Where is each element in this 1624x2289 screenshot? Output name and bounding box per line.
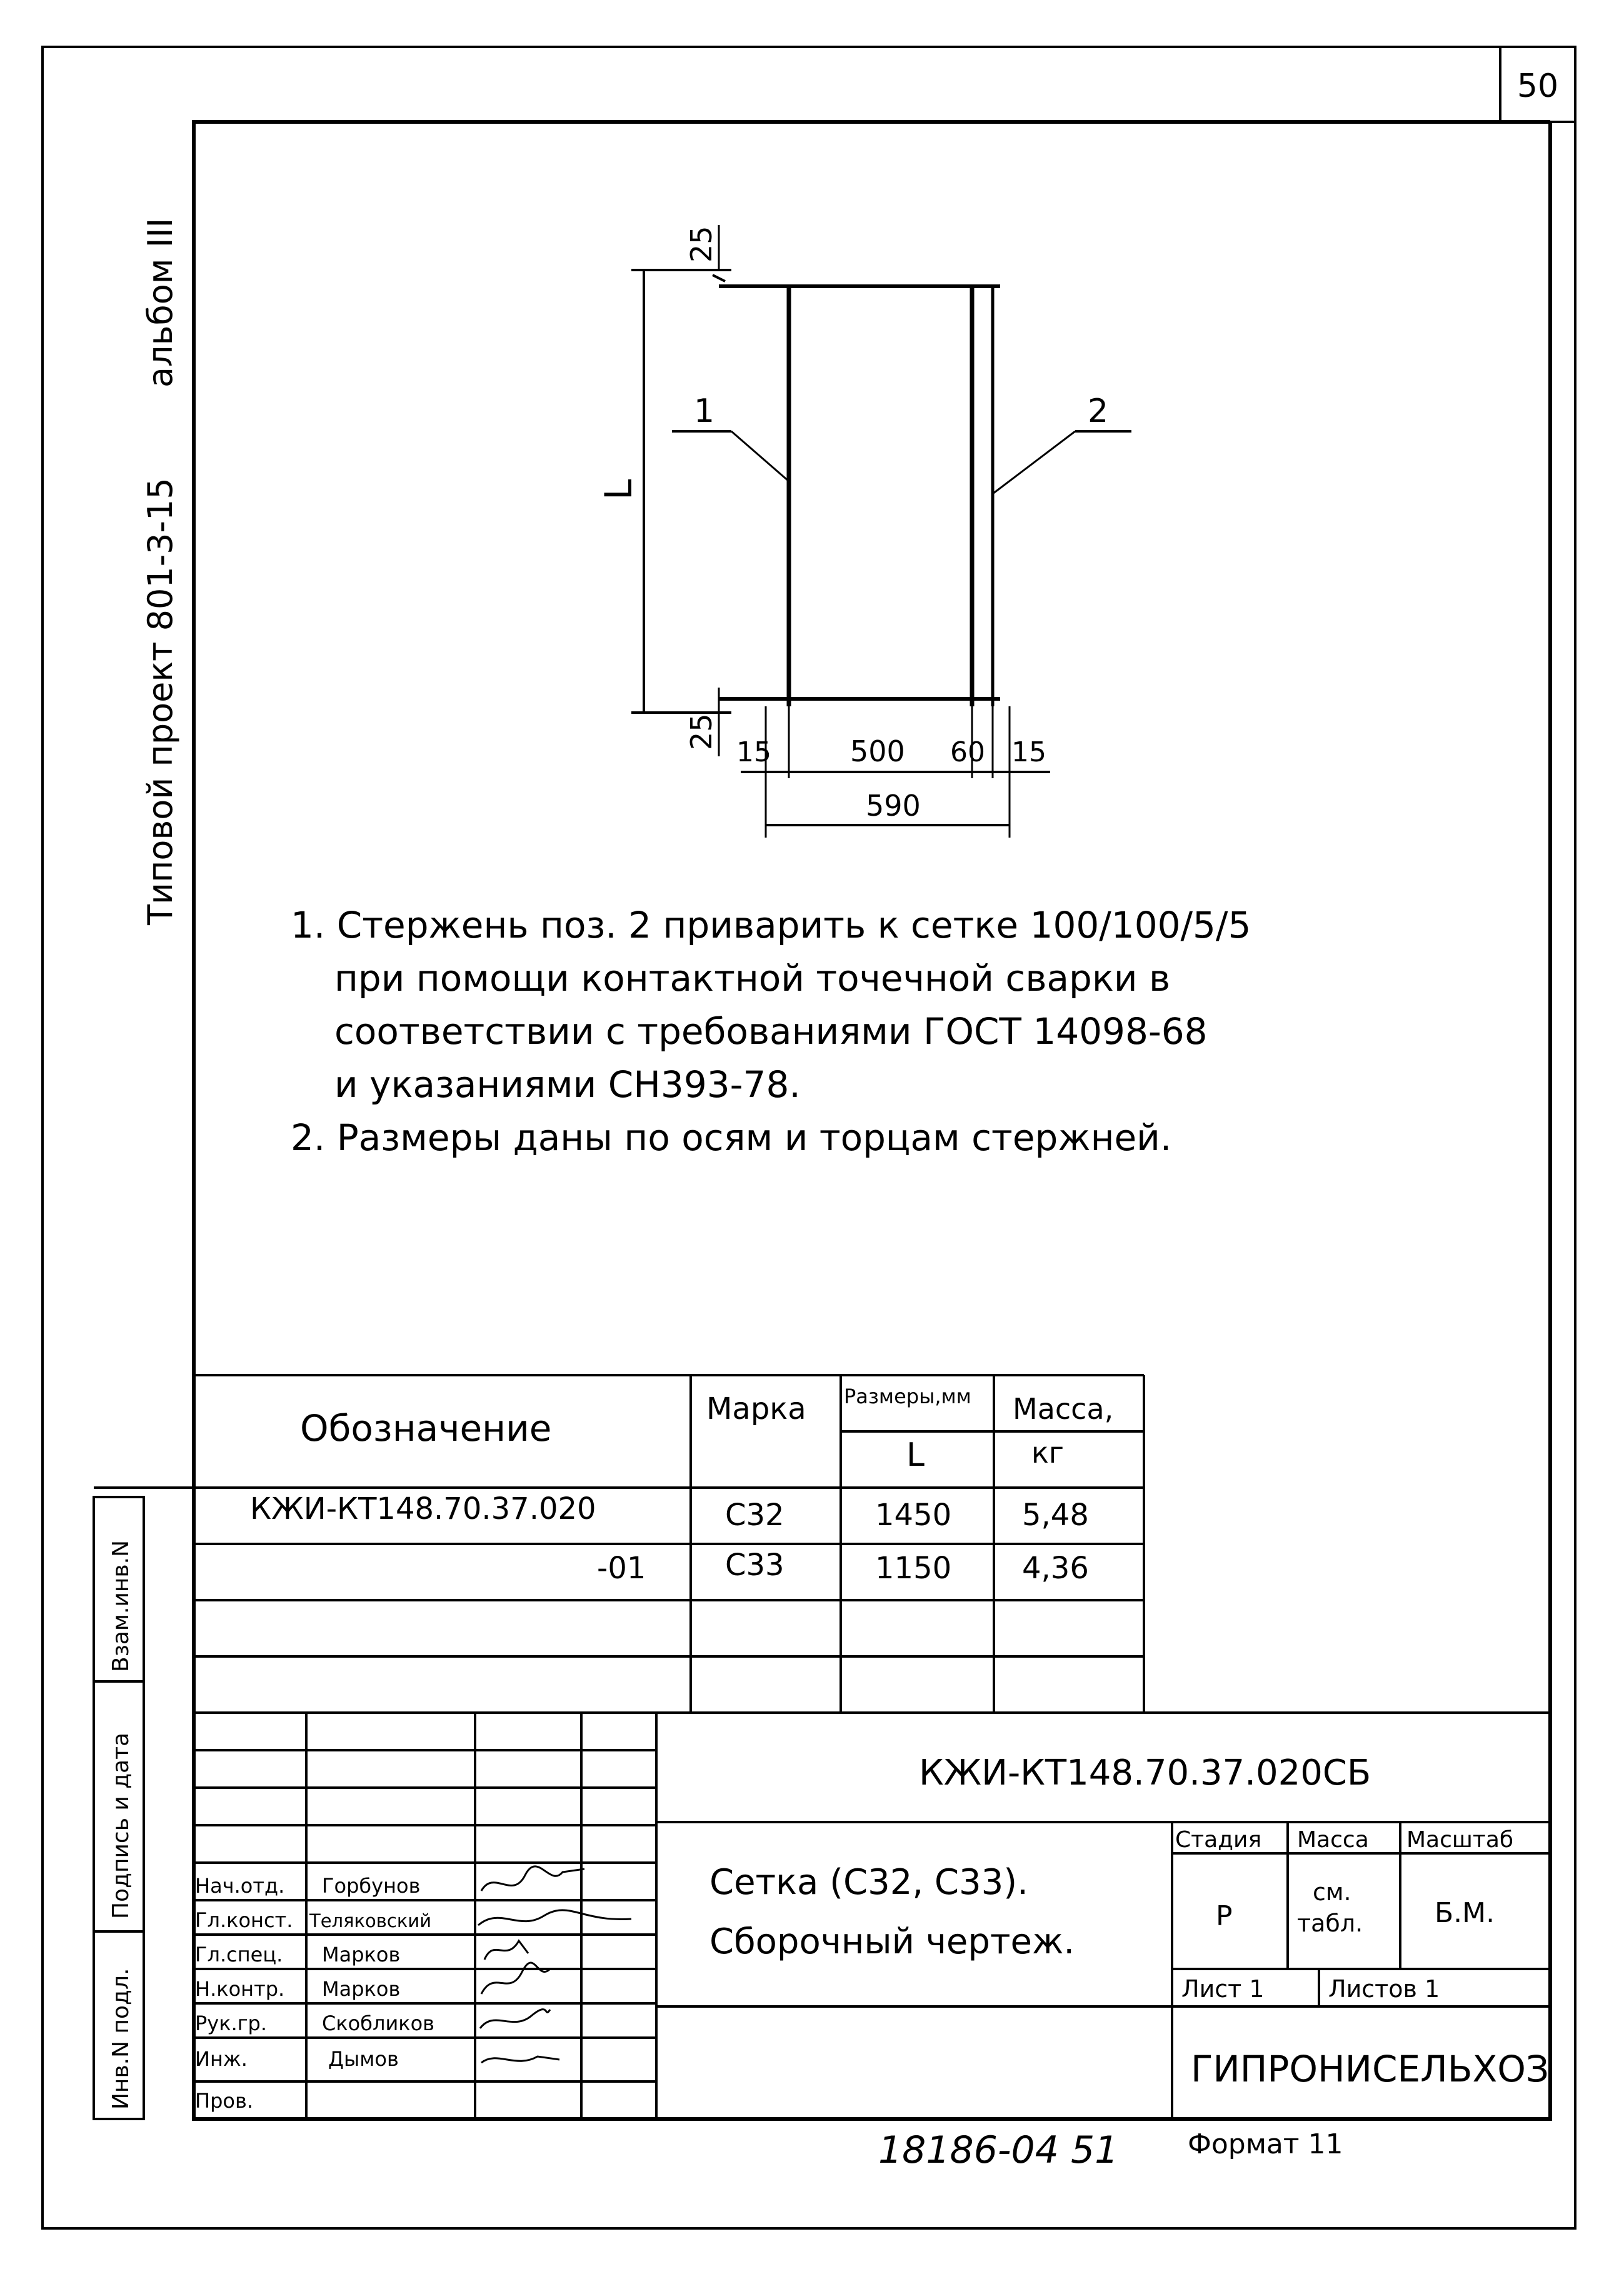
stamp-podpis: Подпись и дата bbox=[108, 1732, 134, 1919]
name-1: Теляковский bbox=[309, 1910, 432, 1931]
mass-value-1: см. bbox=[1313, 1878, 1351, 1906]
row-2-mark: С33 bbox=[725, 1548, 784, 1583]
name-5: Дымов bbox=[328, 2047, 399, 2071]
note-1-line-1: 1. Стержень поз. 2 приварить к сетке 100/100/5/5 bbox=[291, 904, 1251, 946]
header-mark: Марка bbox=[706, 1391, 806, 1426]
sheet-number: Лист 1 bbox=[1181, 1975, 1265, 2003]
dim-top-25: 25 bbox=[684, 226, 718, 263]
title-line-1: Сетка (С32, С33). bbox=[709, 1862, 1028, 1903]
role-3: Н.контр. bbox=[195, 1977, 285, 2001]
note-1-line-2: при помощи контактной точечной сварки в bbox=[334, 957, 1171, 999]
name-2: Марков bbox=[322, 1943, 401, 1966]
row-2-designation: -01 bbox=[597, 1551, 646, 1586]
rod-label-2: 2 bbox=[1088, 393, 1109, 430]
header-size-L: L bbox=[906, 1436, 925, 1474]
spec-table-grid bbox=[94, 1375, 1144, 1713]
name-4: Скобликов bbox=[322, 2011, 434, 2035]
scale-value: Б.М. bbox=[1435, 1897, 1495, 1929]
header-designation: Обозначение bbox=[300, 1407, 552, 1450]
header-mass-1: Масса, bbox=[1013, 1392, 1114, 1426]
mass-label: Масса bbox=[1297, 1827, 1369, 1853]
mass-value-2: табл. bbox=[1297, 1910, 1363, 1937]
stage-value: Р bbox=[1216, 1900, 1233, 1932]
dim-height-L: L bbox=[597, 479, 641, 500]
side-album-text: альбом III bbox=[141, 218, 180, 388]
row-2-L: 1150 bbox=[875, 1551, 952, 1586]
dim-right-15: 15 bbox=[1011, 736, 1046, 768]
stage-label: Стадия bbox=[1175, 1827, 1262, 1853]
organization: ГИПРОНИСЕЛЬХОЗ bbox=[1191, 2048, 1550, 2090]
row-1-L: 1450 bbox=[875, 1498, 952, 1533]
role-1: Гл.конст. bbox=[195, 1908, 293, 1932]
row-1-designation: КЖИ-КТ148.70.37.020 bbox=[250, 1491, 596, 1526]
stamp-zam: Взам.инв.N bbox=[108, 1540, 134, 1672]
role-0: Нач.отд. bbox=[195, 1874, 285, 1898]
dim-gap-60: 60 bbox=[950, 736, 985, 768]
role-4: Рук.гр. bbox=[195, 2011, 268, 2035]
signatures bbox=[478, 1866, 631, 2063]
row-2-mass: 4,36 bbox=[1022, 1551, 1089, 1586]
header-sizes: Размеры,мм bbox=[844, 1385, 971, 1408]
dim-total-590: 590 bbox=[866, 789, 921, 823]
footer-format: Формат 11 bbox=[1188, 2128, 1343, 2160]
header-mass-2: кг bbox=[1031, 1436, 1064, 1470]
role-5: Инж. bbox=[195, 2047, 248, 2071]
stamp-inv: Инв.N подл. bbox=[108, 1968, 134, 2110]
page-number: 50 bbox=[1516, 68, 1559, 105]
name-3: Марков bbox=[322, 1977, 401, 2001]
note-2: 2. Размеры даны по осям и торцам стержней. bbox=[291, 1116, 1172, 1159]
dim-bottom-25: 25 bbox=[684, 713, 718, 750]
row-1-mass: 5,48 bbox=[1022, 1498, 1089, 1533]
row-1-mark: С32 bbox=[725, 1498, 784, 1533]
role-6: Пров. bbox=[195, 2089, 253, 2113]
footer-number: 18186-04 51 bbox=[878, 2128, 1119, 2172]
name-0: Горбунов bbox=[322, 1874, 421, 1898]
dim-left-15: 15 bbox=[736, 736, 771, 768]
scale-label: Масштаб bbox=[1406, 1827, 1514, 1853]
role-2: Гл.спец. bbox=[195, 1943, 283, 1966]
side-project-text: Типовой проект 801-3-15 bbox=[141, 478, 180, 925]
sheets-total: Листов 1 bbox=[1328, 1975, 1440, 2003]
doc-code: КЖИ-КТ148.70.37.020СБ bbox=[919, 1753, 1371, 1793]
notes bbox=[291, 904, 1251, 1159]
rod-label-1: 1 bbox=[694, 393, 715, 430]
title-line-2: Сборочный чертеж. bbox=[709, 1921, 1075, 1962]
note-1-line-4: и указаниями СН393-78. bbox=[334, 1063, 801, 1106]
note-1-line-3: соответствии с требованиями ГОСТ 14098-68 bbox=[334, 1010, 1208, 1053]
dim-main-500: 500 bbox=[850, 734, 905, 768]
